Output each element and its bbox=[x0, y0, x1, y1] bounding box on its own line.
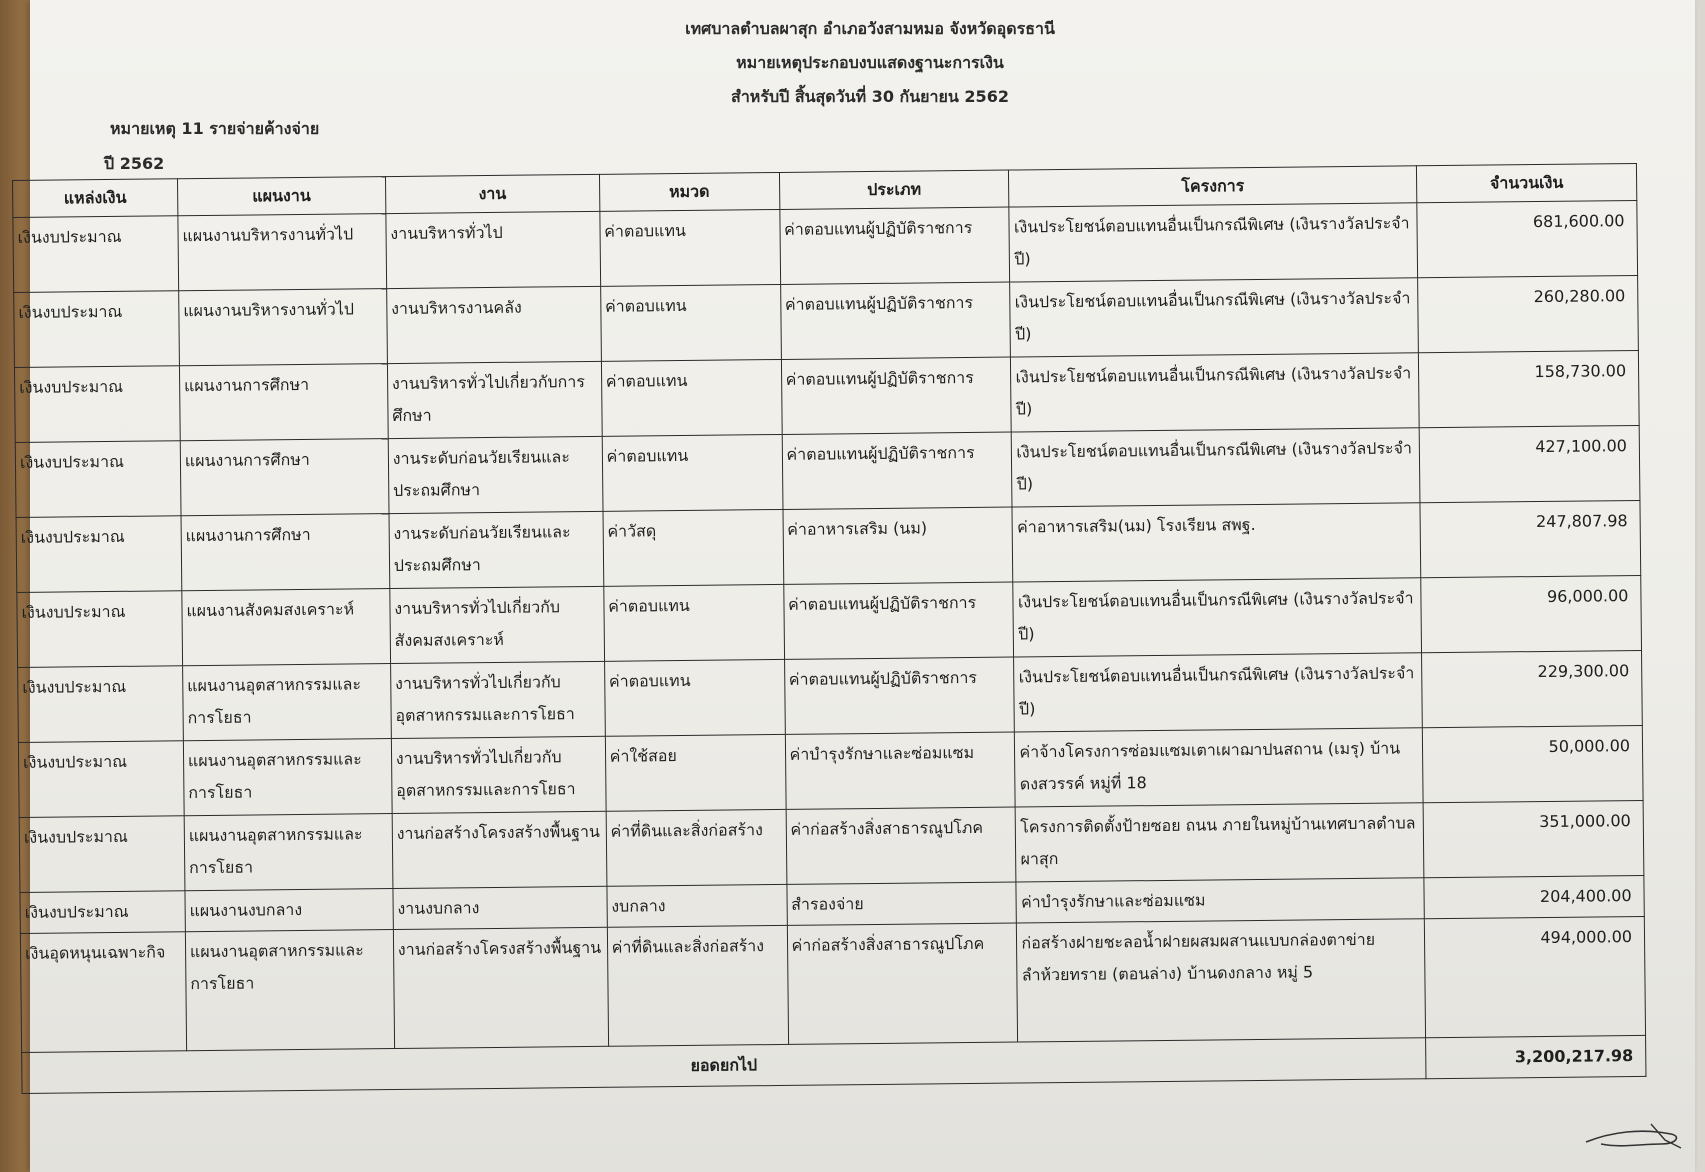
column-header-project: โครงการ bbox=[1009, 166, 1417, 207]
cell-type: ค่าก่อสร้างสิ่งสาธารณูปโภค bbox=[786, 807, 1017, 884]
cell-category: ค่าใช้สอย bbox=[605, 734, 786, 811]
cell-source: เงินงบประมาณ bbox=[14, 291, 180, 368]
column-header-plan: แผนงาน bbox=[177, 177, 385, 216]
cell-source: เงินงบประมาณ bbox=[18, 741, 184, 818]
cell-work: งานระดับก่อนวัยเรียนและประถมศึกษา bbox=[388, 436, 603, 513]
cell-plan: แผนงานบริหารงานทั่วไป bbox=[179, 289, 388, 366]
year-label: ปี 2562 bbox=[104, 154, 165, 173]
cell-type: ค่าตอบแทนผู้ปฏิบัติราชการ bbox=[782, 432, 1013, 509]
cell-type: ค่าตอบแทนผู้ปฏิบัติราชการ bbox=[784, 657, 1015, 734]
cell-work: งานบริหารทั่วไปเกี่ยวกับการศึกษา bbox=[387, 361, 602, 438]
cell-project: เงินประโยชน์ตอบแทนอื่นเป็นกรณีพิเศษ (เงินรางวัลประจำปี) bbox=[1013, 578, 1421, 657]
cell-plan: แผนงานสังคมสงเคราะห์ bbox=[182, 589, 391, 666]
cell-plan: แผนงานอุตสาหกรรมและการโยธา bbox=[184, 814, 393, 891]
table-wrapper bbox=[12, 163, 1646, 1094]
cell-category: ค่าตอบแทน bbox=[604, 659, 785, 736]
column-header-source: แหล่งเงิน bbox=[13, 179, 178, 218]
cell-source: เงินงบประมาณ bbox=[20, 891, 185, 934]
cell-source: เงินงบประมาณ bbox=[13, 216, 179, 293]
cell-source: เงินงบประมาณ bbox=[15, 441, 181, 518]
cell-source: เงินงบประมาณ bbox=[14, 366, 180, 443]
cell-amount: 158,730.00 bbox=[1418, 350, 1639, 427]
signature-mark bbox=[1581, 1114, 1691, 1154]
cell-source: เงินงบประมาณ bbox=[18, 666, 184, 743]
cell-type: ค่าบำรุงรักษาและซ่อมแซม bbox=[785, 732, 1016, 809]
cell-category: ค่าตอบแทน bbox=[603, 584, 784, 661]
cell-amount: 204,400.00 bbox=[1424, 875, 1644, 918]
cell-category: ค่าตอบแทน bbox=[600, 284, 781, 361]
cell-plan: แผนงานการศึกษา bbox=[179, 364, 388, 441]
cell-project: เงินประโยชน์ตอบแทนอื่นเป็นกรณีพิเศษ (เงินรางวัลประจำปี) bbox=[1010, 278, 1418, 357]
cell-type: สำรองจ่าย bbox=[786, 882, 1016, 925]
cell-amount: 427,100.00 bbox=[1419, 425, 1640, 502]
cell-type: ค่าตอบแทนผู้ปฏิบัติราชการ bbox=[781, 357, 1012, 434]
header-line-2: หมายเหตุประกอบงบแสดงฐานะการเงิน bbox=[736, 53, 1004, 72]
cell-category: ค่าวัสดุ bbox=[603, 509, 784, 586]
cell-plan: แผนงานการศึกษา bbox=[181, 514, 390, 591]
table-row bbox=[20, 916, 1645, 1052]
cell-category: ค่าที่ดินและสิ่งก่อสร้าง bbox=[607, 925, 788, 1046]
cell-type: ค่าก่อสร้างสิ่งสาธารณูปโภค bbox=[787, 923, 1018, 1044]
cell-work: งานก่อสร้างโครงสร้างพื้นฐาน bbox=[392, 811, 607, 888]
cell-type: ค่าตอบแทนผู้ปฏิบัติราชการ bbox=[780, 282, 1011, 359]
cell-plan: แผนงานบริหารงานทั่วไป bbox=[178, 214, 387, 291]
cell-plan: แผนงานอุตสาหกรรมและการโยธา bbox=[183, 739, 392, 816]
cell-work: งานบริหารงานคลัง bbox=[386, 286, 601, 363]
cell-source: เงินงบประมาณ bbox=[16, 516, 182, 593]
header-line-3: สำหรับปี สิ้นสุดวันที่ 30 กันยายน 2562 bbox=[731, 87, 1009, 106]
cell-plan: แผนงานการศึกษา bbox=[180, 439, 389, 516]
cell-project: เงินประโยชน์ตอบแทนอื่นเป็นกรณีพิเศษ (เงินรางวัลประจำปี) bbox=[1012, 428, 1420, 507]
cell-work: งานงบกลาง bbox=[393, 886, 607, 929]
cell-amount: 247,807.98 bbox=[1420, 500, 1641, 577]
cell-project: ค่าจ้างโครงการซ่อมแซมเตาเผาฌาปนสถาน (เมรุ) บ้านดงสวรรค์ หมู่ที่ 18 bbox=[1015, 728, 1423, 807]
cell-project: เงินประโยชน์ตอบแทนอื่นเป็นกรณีพิเศษ (เงินรางวัลประจำปี) bbox=[1011, 353, 1419, 432]
cell-project: ก่อสร้างฝายชะลอน้ำฝายผสมผสานแบบกล่องตาข่ายลำห้วยทราย (ตอนล่าง) บ้านดงกลาง หมู่ 5 bbox=[1017, 919, 1426, 1042]
column-header-category: หมวด bbox=[599, 172, 779, 211]
cell-project: เงินประโยชน์ตอบแทนอื่นเป็นกรณีพิเศษ (เงินรางวัลประจำปี) bbox=[1009, 203, 1417, 282]
cell-amount: 260,280.00 bbox=[1418, 275, 1639, 352]
cell-amount: 96,000.00 bbox=[1421, 575, 1642, 652]
cell-category: ค่าตอบแทน bbox=[602, 434, 783, 511]
cell-type: ค่าตอบแทนผู้ปฏิบัติราชการ bbox=[783, 582, 1014, 659]
column-header-work: งาน bbox=[385, 174, 599, 213]
column-header-amount: จำนวนเงิน bbox=[1416, 163, 1636, 202]
cell-project: ค่าอาหารเสริม(นม) โรงเรียน สพฐ. bbox=[1012, 503, 1420, 582]
cell-plan: แผนงานงบกลาง bbox=[185, 889, 393, 932]
cell-amount: 50,000.00 bbox=[1422, 725, 1643, 802]
cell-plan: แผนงานอุตสาหกรรมและการโยธา bbox=[182, 664, 391, 741]
cell-type: ค่าตอบแทนผู้ปฏิบัติราชการ bbox=[779, 207, 1010, 284]
total-label: ยอดยกไป bbox=[22, 1038, 1426, 1094]
cell-project: ค่าบำรุงรักษาและซ่อมแซม bbox=[1016, 878, 1424, 923]
cell-category: ค่าที่ดินและสิ่งก่อสร้าง bbox=[606, 809, 787, 886]
cell-type: ค่าอาหารเสริม (นม) bbox=[783, 507, 1014, 584]
cell-work: งานบริหารทั่วไป bbox=[386, 211, 601, 288]
total-amount: 3,200,217.98 bbox=[1426, 1035, 1646, 1078]
accrued-expenses-table bbox=[12, 163, 1646, 1094]
cell-source: เงินงบประมาณ bbox=[17, 591, 183, 668]
cell-amount: 229,300.00 bbox=[1422, 650, 1643, 727]
cell-work: งานระดับก่อนวัยเรียนและประถมศึกษา bbox=[389, 511, 604, 588]
cell-amount: 351,000.00 bbox=[1423, 800, 1644, 877]
note-title: หมายเหตุ 11 รายจ่ายค้างจ่าย bbox=[110, 119, 320, 138]
cell-work: งานบริหารทั่วไปเกี่ยวกับอุตสาหกรรมและการโยธา bbox=[391, 736, 606, 813]
cell-category: ค่าตอบแทน bbox=[601, 359, 782, 436]
header-line-1: เทศบาลตำบลผาสุก อำเภอวังสามหมอ จังหวัดอุดรธานี bbox=[685, 19, 1055, 38]
cell-work: งานก่อสร้างโครงสร้างพื้นฐาน bbox=[393, 927, 608, 1048]
cell-category: งบกลาง bbox=[607, 884, 787, 927]
column-header-type: ประเภท bbox=[779, 170, 1009, 209]
cell-amount: 494,000.00 bbox=[1424, 916, 1645, 1037]
cell-category: ค่าตอบแทน bbox=[600, 209, 781, 286]
cell-plan: แผนงานอุตสาหกรรมและการโยธา bbox=[185, 930, 394, 1051]
cell-project: โครงการติดตั้งป้ายซอย ถนน ภายในหมู่บ้านเทศบาลตำบลผาสุก bbox=[1016, 803, 1424, 882]
cell-amount: 681,600.00 bbox=[1417, 200, 1638, 277]
cell-work: งานบริหารทั่วไปเกี่ยวกับอุตสาหกรรมและการโยธา bbox=[390, 661, 605, 738]
cell-project: เงินประโยชน์ตอบแทนอื่นเป็นกรณีพิเศษ (เงินรางวัลประจำปี) bbox=[1014, 653, 1422, 732]
cell-source: เงินอุดหนุนเฉพาะกิจ bbox=[20, 932, 186, 1053]
cell-work: งานบริหารทั่วไปเกี่ยวกับสังคมสงเคราะห์ bbox=[390, 586, 605, 663]
cell-source: เงินงบประมาณ bbox=[19, 816, 185, 893]
document-header bbox=[560, 12, 1180, 114]
